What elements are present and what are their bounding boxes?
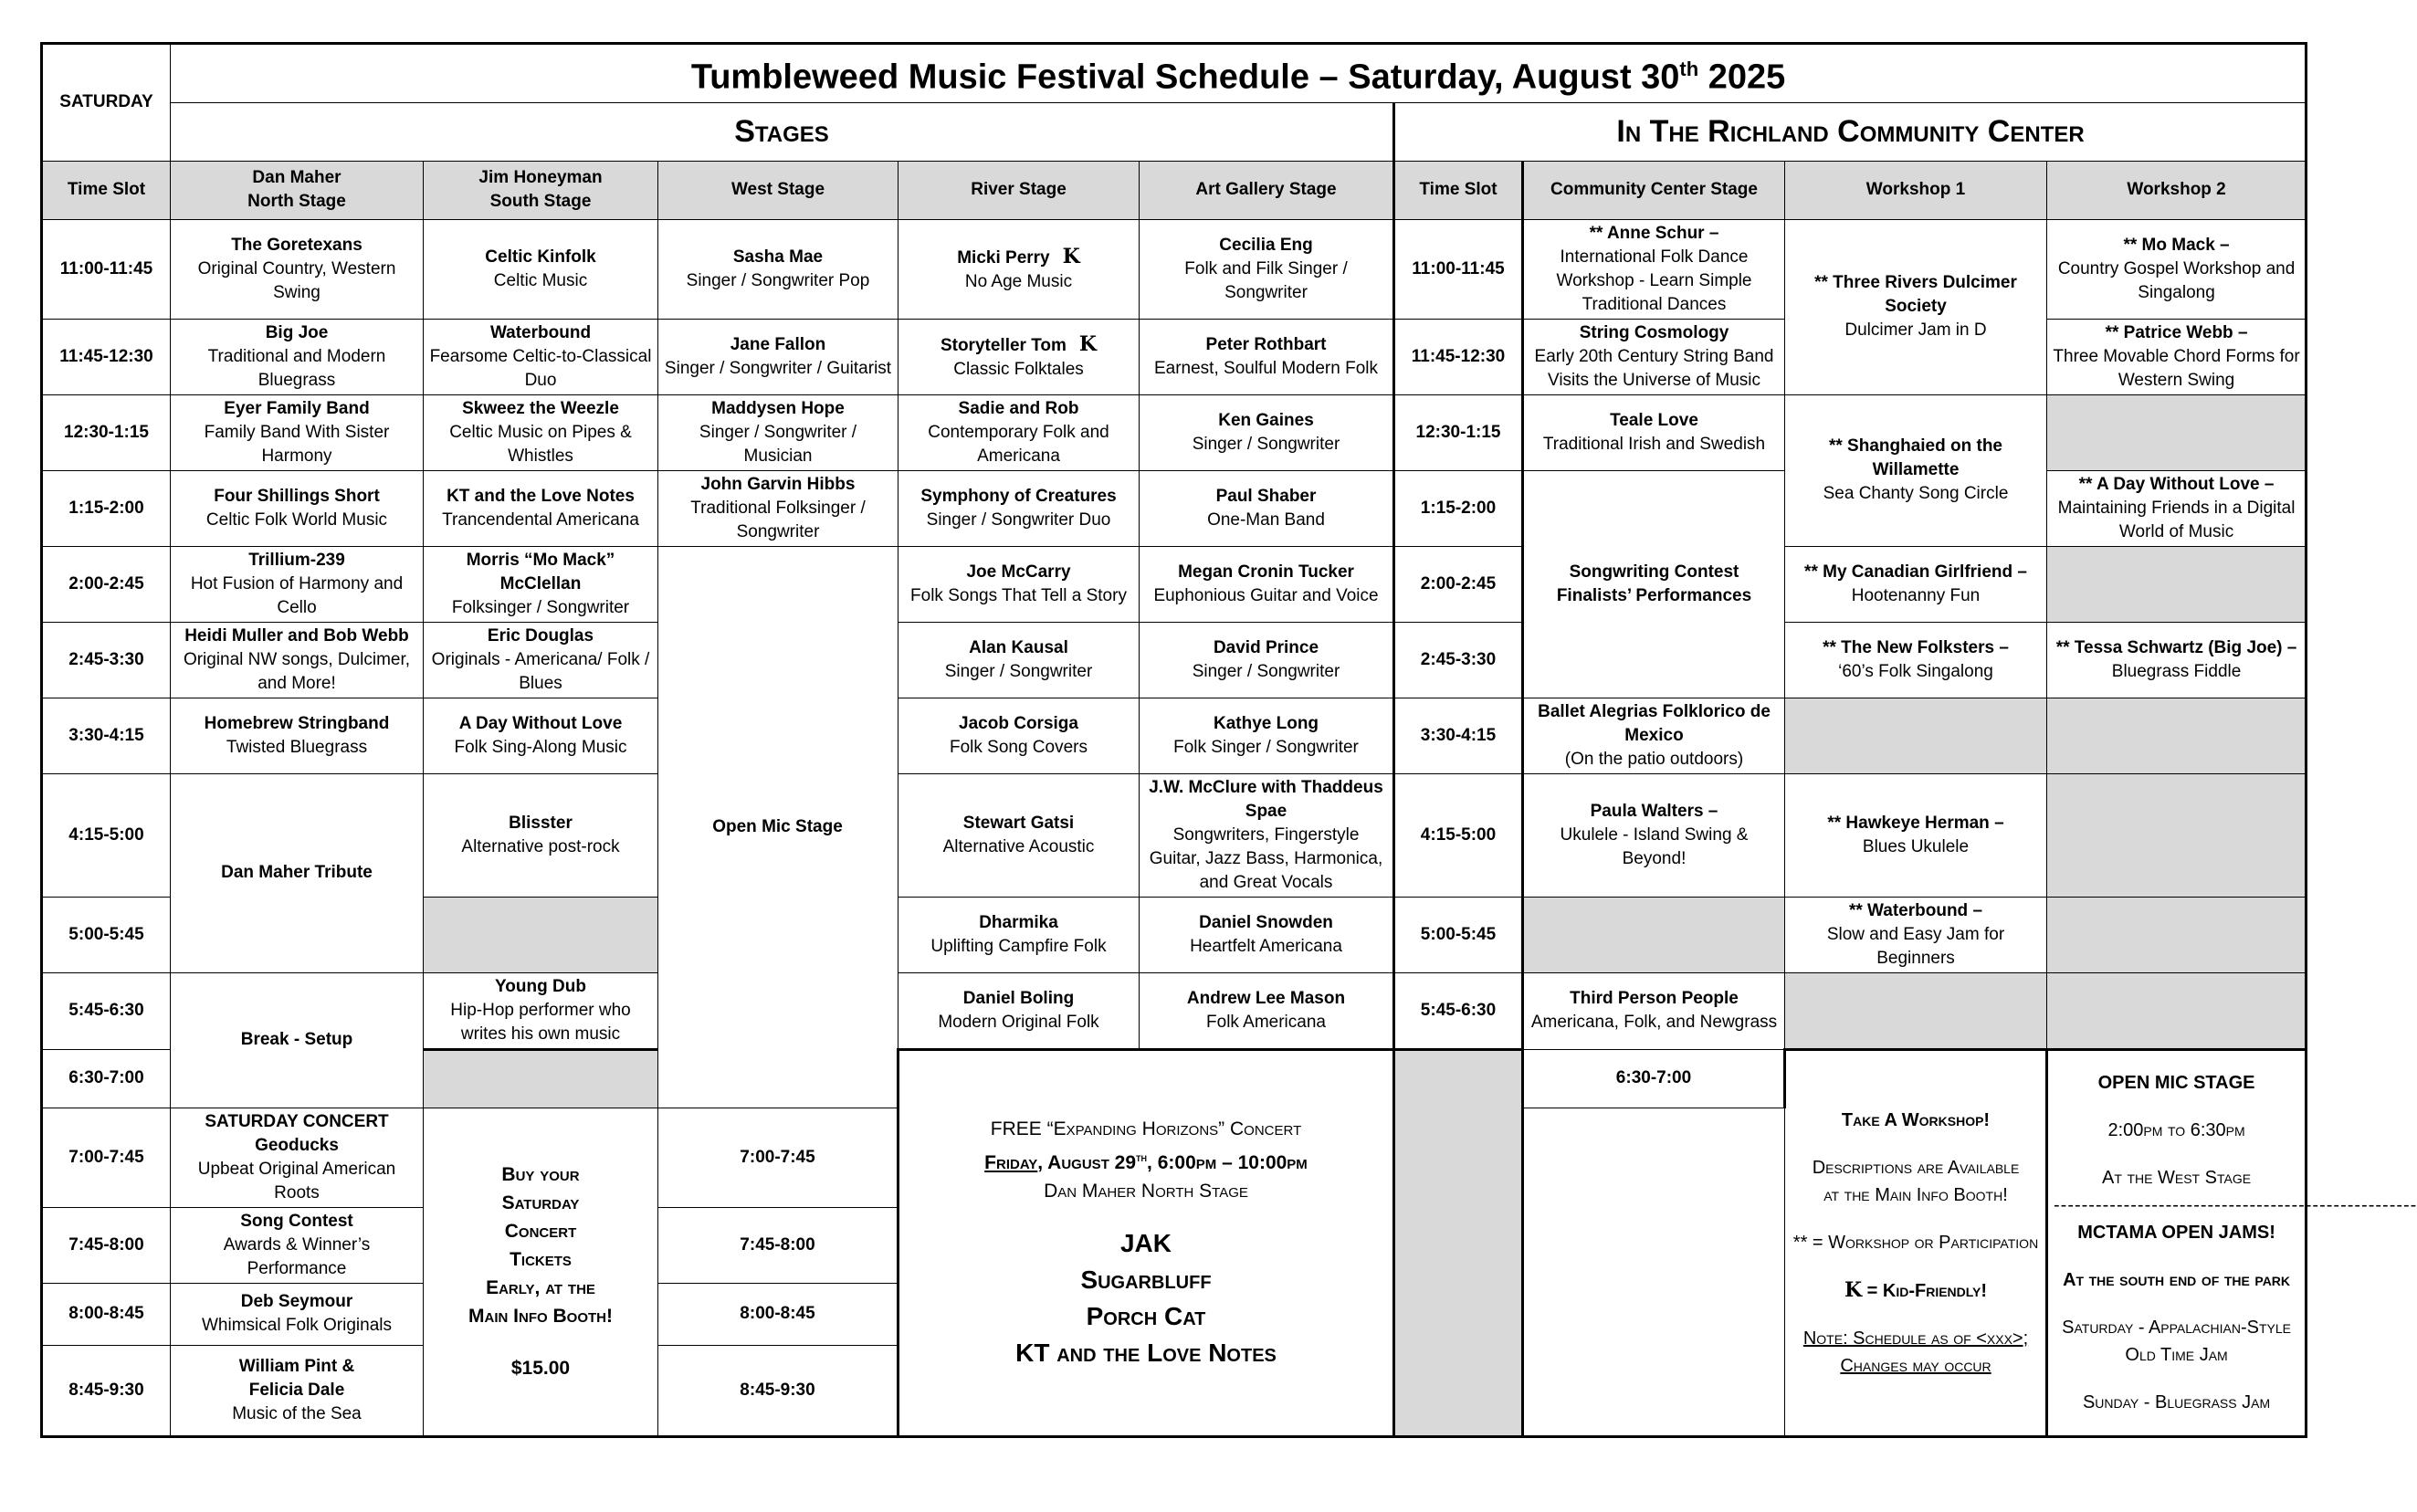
info-line: K = Kid-Friendly! (1844, 1277, 1988, 1302)
time-slot: 11:00-11:45 (42, 219, 171, 319)
time-slot: 4:15-5:00 (42, 773, 171, 897)
kid-friendly-icon: K (1844, 1277, 1863, 1302)
schedule-cell: A Day Without Love Folk Sing-Along Music (424, 698, 658, 773)
time-slot: 7:45-8:00 (658, 1207, 898, 1283)
schedule-cell: ** A Day Without Love – Maintaining Friends in a Digital World of Music (2047, 470, 2307, 546)
info-line: MCTAMA OPEN JAMS! (2077, 1223, 2275, 1244)
info-line: At the West Stage (2102, 1168, 2252, 1189)
empty-cell (1785, 972, 2047, 1049)
schedule-cell: Skweez the Weezle Celtic Music on Pipes & Whistles (424, 394, 658, 470)
info-line: Sunday - Bluegrass Jam (2082, 1392, 2271, 1413)
empty-cell (1785, 698, 2047, 773)
time-slot: 8:00-8:45 (658, 1283, 898, 1345)
schedule-cell: Symphony of Creatures Singer / Songwriter Duo (898, 470, 1140, 546)
empty-cell (2047, 972, 2307, 1049)
info-line: Saturday - Appalachian-Style Old Time Jam (2062, 1318, 2291, 1366)
col-header-time-slot-2: Time Slot (1394, 161, 1523, 219)
schedule-cell: Songwriting Contest Finalists’ Performances (1523, 470, 1785, 698)
info-line: OPEN MIC STAGE (2097, 1073, 2255, 1094)
time-slot: 8:45-9:30 (658, 1345, 898, 1436)
time-slot: 8:00-8:45 (42, 1283, 171, 1345)
schedule-cell: Paula Walters – Ukulele - Island Swing & Beyond! (1523, 773, 1785, 897)
schedule-cell: Heidi Muller and Bob Webb Original NW songs, Dulcimer, and More! (171, 622, 424, 698)
schedule-cell: Peter Rothbart Earnest, Soulful Modern Folk (1140, 319, 1394, 394)
time-slot: 4:15-5:00 (1394, 773, 1523, 897)
time-slot: 1:15-2:00 (1394, 470, 1523, 546)
schedule-cell: ** My Canadian Girlfriend – Hootenanny Fun (1785, 546, 2047, 622)
schedule-cell: Song Contest Awards & Winner’s Performance (171, 1207, 424, 1283)
time-slot: 8:45-9:30 (42, 1345, 171, 1436)
schedule-cell: Sasha Mae Singer / Songwriter Pop (658, 219, 898, 319)
schedule-cell: String Cosmology Early 20th Century String Band Visits the Universe of Music (1523, 319, 1785, 394)
info-line: at the Main Info Booth! (1823, 1184, 2008, 1205)
empty-cell (2047, 394, 2307, 470)
time-slot: 5:00-5:45 (1394, 897, 1523, 972)
schedule-cell: Ken Gaines Singer / Songwriter (1140, 394, 1394, 470)
schedule-cell: Alan Kausal Singer / Songwriter (898, 622, 1140, 698)
promo-act: Porch Cat (1086, 1301, 1206, 1330)
page-title: Tumbleweed Music Festival Schedule – Saturday, August 30th 2025 (171, 44, 2307, 103)
schedule-cell: SATURDAY CONCERT Geoducks Upbeat Original American Roots (171, 1108, 424, 1207)
time-slot: 6:30-7:00 (42, 1049, 171, 1108)
empty-cell (424, 897, 658, 972)
expanding-horizons-concert-box (898, 1049, 1394, 1436)
col-header-south-stage: Jim Honeyman South Stage (424, 161, 658, 219)
schedule-cell: Young Dub Hip-Hop performer who writes his own music (424, 972, 658, 1049)
schedule-cell: William Pint & Felicia Dale Music of the Sea (171, 1345, 424, 1436)
schedule-cell: The Goretexans Original Country, Western Swing (171, 219, 424, 319)
schedule-cell: Ballet Alegrias Folklorico de Mexico (On the patio outdoors) (1523, 698, 1785, 773)
time-slot: 2:00-2:45 (42, 546, 171, 622)
schedule-cell: KT and the Love Notes Trancendental Americana (424, 470, 658, 546)
time-slot: 7:45-8:00 (42, 1207, 171, 1283)
schedule-cell: Morris “Mo Mack” McClellan Folksinger / Songwriter (424, 546, 658, 622)
schedule-cell: Paul Shaber One-Man Band (1140, 470, 1394, 546)
schedule-cell: Kathye Long Folk Singer / Songwriter (1140, 698, 1394, 773)
time-slot: 7:00-7:45 (42, 1108, 171, 1207)
schedule-cell: Maddysen Hope Singer / Songwriter / Musician (658, 394, 898, 470)
time-slot: 11:00-11:45 (1394, 219, 1523, 319)
schedule-cell-open-mic: Open Mic Stage (658, 546, 898, 1108)
empty-cell (2047, 546, 2307, 622)
schedule-cell: Megan Cronin Tucker Euphonious Guitar and Voice (1140, 546, 1394, 622)
col-header-community-center-stage: Community Center Stage (1523, 161, 1785, 219)
time-slot: 11:45-12:30 (1394, 319, 1523, 394)
promo-act: JAK (1119, 1228, 1172, 1257)
time-slot: 2:45-3:30 (1394, 622, 1523, 698)
empty-cell (1523, 897, 1785, 972)
time-slot: 2:00-2:45 (1394, 546, 1523, 622)
info-line: 2:00pm to 6:30pm (2107, 1120, 2245, 1141)
schedule-cell: Sadie and Rob Contemporary Folk and Americana (898, 394, 1140, 470)
info-line: ** = Workshop or Participation (1792, 1232, 2039, 1253)
promo-act: Sugarbluff (1080, 1265, 1212, 1294)
schedule-cell: J.W. McClure with Thaddeus Spae Songwriters, Fingerstyle Guitar, Jazz Bass, Harmonica, and Great Vocals (1140, 773, 1394, 897)
time-slot: 5:00-5:45 (42, 897, 171, 972)
time-slot: 3:30-4:15 (42, 698, 171, 773)
schedule-cell: Homebrew Stringband Twisted Bluegrass (171, 698, 424, 773)
schedule-cell: Trillium-239 Hot Fusion of Harmony and Cello (171, 546, 424, 622)
schedule-cell: John Garvin Hibbs Traditional Folksinger / Songwriter (658, 470, 898, 546)
time-slot: 1:15-2:00 (42, 470, 171, 546)
empty-cell (2047, 773, 2307, 897)
schedule-cell: Four Shillings Short Celtic Folk World Music (171, 470, 424, 546)
empty-cell (1394, 1049, 1523, 1436)
promo-line: Dan Maher North Stage (1044, 1180, 1248, 1202)
open-mic-info-box (2047, 1049, 2417, 1436)
schedule-cell: Teale Love Traditional Irish and Swedish (1523, 394, 1785, 470)
schedule-cell: Micki Perry K No Age Music (898, 219, 1140, 319)
schedule-cell: Break - Setup (171, 972, 424, 1108)
kid-friendly-icon: K (1062, 244, 1080, 268)
day-label: SATURDAY (42, 44, 171, 162)
time-slot: 12:30-1:15 (1394, 394, 1523, 470)
schedule-cell: Blisster Alternative post-rock (424, 773, 658, 897)
time-slot: 3:30-4:15 (1394, 698, 1523, 773)
info-line: Changes may occur (1840, 1355, 1991, 1376)
promo-act: KT and the Love Notes (1015, 1338, 1277, 1367)
schedule-cell: Daniel Boling Modern Original Folk (898, 972, 1140, 1049)
schedule-cell: ** Mo Mack – Country Gospel Workshop and Singalong (2047, 219, 2307, 319)
col-header-time-slot: Time Slot (42, 161, 171, 219)
schedule-cell: ** Patrice Webb – Three Movable Chord Forms for Western Swing (2047, 319, 2307, 394)
schedule-cell: ** Waterbound – Slow and Easy Jam for Beginners (1785, 897, 2047, 972)
schedule-cell: Dharmika Uplifting Campfire Folk (898, 897, 1140, 972)
empty-cell (424, 1049, 658, 1108)
schedule-cell: Jane Fallon Singer / Songwriter / Guitarist (658, 319, 898, 394)
festival-schedule-table (40, 42, 2417, 1438)
time-slot: 12:30-1:15 (42, 394, 171, 470)
time-slot: 7:00-7:45 (658, 1108, 898, 1207)
time-slot: 2:45-3:30 (42, 622, 171, 698)
schedule-cell: ** Hawkeye Herman – Blues Ukulele (1785, 773, 2047, 897)
col-header-north-stage: Dan Maher North Stage (171, 161, 424, 219)
schedule-cell: ** Shanghaied on the Willamette Sea Chanty Song Circle (1785, 394, 2047, 546)
time-slot: 5:45-6:30 (1394, 972, 1523, 1049)
schedule-cell: ** Three Rivers Dulcimer Society Dulcimer Jam in D (1785, 219, 2047, 394)
info-line: Note: Schedule as of <xxx>; (1802, 1328, 2029, 1349)
info-line: At the south end of the park (2063, 1270, 2291, 1291)
schedule-cell: Cecilia Eng Folk and Filk Singer / Songwriter (1140, 219, 1394, 319)
promo-line: Friday, August 29th, 6:00pm – 10:00pm (984, 1150, 1308, 1173)
time-slot: 5:45-6:30 (42, 972, 171, 1049)
schedule-cell: David Prince Singer / Songwriter (1140, 622, 1394, 698)
stages-header: Stages (171, 102, 1394, 161)
schedule-cell: Jacob Corsiga Folk Song Covers (898, 698, 1140, 773)
schedule-cell: Storyteller Tom K Classic Folktales (898, 319, 1140, 394)
richland-center-header: In The Richland Community Center (1394, 102, 2307, 161)
empty-cell (2047, 897, 2307, 972)
col-header-west-stage: West Stage (658, 161, 898, 219)
concert-tickets-cell: Buy your Saturday Concert Tickets Early, at the Main Info Booth! $15.00 (424, 1108, 658, 1436)
schedule-cell: Joe McCarry Folk Songs That Tell a Story (898, 546, 1140, 622)
empty-cell (2047, 698, 2307, 773)
kid-friendly-icon: K (1078, 331, 1098, 356)
info-line: Descriptions are Available (1812, 1157, 2020, 1178)
promo-line: FREE “Expanding Horizons” Concert (990, 1118, 1302, 1139)
schedule-cell: Eric Douglas Originals - Americana/ Folk / Blues (424, 622, 658, 698)
schedule-cell: Andrew Lee Mason Folk Americana (1140, 972, 1394, 1049)
time-slot: 11:45-12:30 (42, 319, 171, 394)
schedule-cell: ** The New Folksters – ‘60’s Folk Singalong (1785, 622, 2047, 698)
schedule-cell: Celtic Kinfolk Celtic Music (424, 219, 658, 319)
schedule-cell: Big Joe Traditional and Modern Bluegrass (171, 319, 424, 394)
schedule-cell: Eyer Family Band Family Band With Sister Harmony (171, 394, 424, 470)
col-header-art-gallery-stage: Art Gallery Stage (1140, 161, 1394, 219)
divider: ---------------------------------------------------- (2054, 1195, 2417, 1216)
schedule-cell: Daniel Snowden Heartfelt Americana (1140, 897, 1394, 972)
schedule-cell: Waterbound Fearsome Celtic-to-Classical Duo (424, 319, 658, 394)
workshop-info-box (1785, 1049, 2047, 1436)
col-header-workshop-2: Workshop 2 (2047, 161, 2307, 219)
time-slot: 6:30-7:00 (1523, 1049, 1785, 1108)
schedule-cell: Stewart Gatsi Alternative Acoustic (898, 773, 1140, 897)
schedule-cell: Dan Maher Tribute (171, 773, 424, 972)
info-line: Take A Workshop! (1841, 1109, 1991, 1130)
schedule-cell: Third Person People Americana, Folk, and Newgrass (1523, 972, 1785, 1049)
schedule-cell: ** Tessa Schwartz (Big Joe) – Bluegrass Fiddle (2047, 622, 2307, 698)
col-header-river-stage: River Stage (898, 161, 1140, 219)
schedule-cell: Deb Seymour Whimsical Folk Originals (171, 1283, 424, 1345)
schedule-cell: ** Anne Schur – International Folk Dance Workshop - Learn Simple Traditional Dances (1523, 219, 1785, 319)
col-header-workshop-1: Workshop 1 (1785, 161, 2047, 219)
